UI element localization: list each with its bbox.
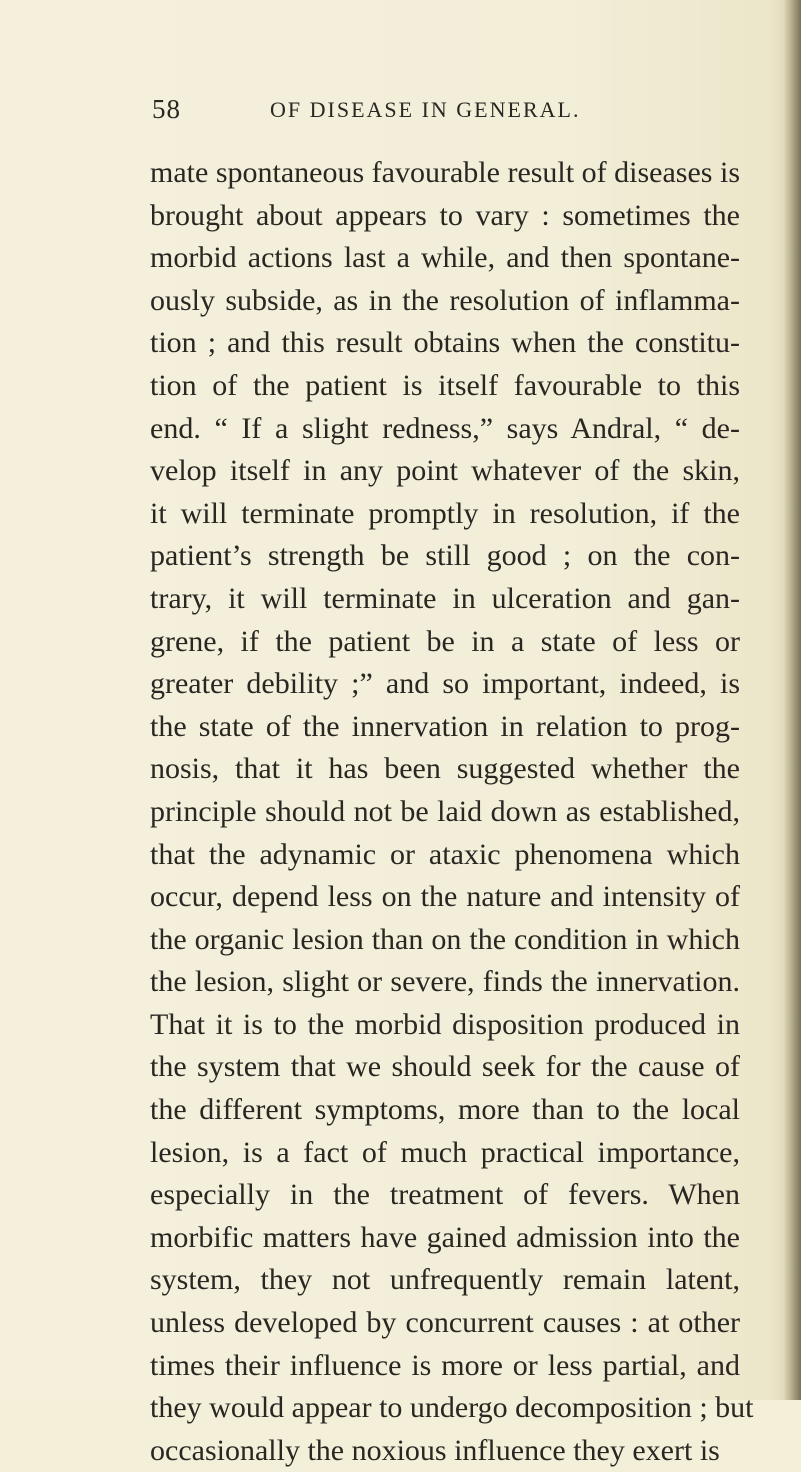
page-header — [152, 94, 602, 134]
text-line: occasionally the noxious influence they exert is — [150, 1433, 720, 1467]
text-line: morbific matters have gained admission into the — [150, 1220, 740, 1254]
text-line: unless developed by concurrent causes : at other — [150, 1306, 740, 1340]
text-line: tion of the patient is itself favourable to this — [150, 368, 740, 402]
text-line: patient’s strength be still good ; on the con- — [150, 539, 740, 573]
text-line: especially in the treatment of fevers. When — [150, 1178, 740, 1212]
text-line: greater debility ;” and so important, indeed, is — [150, 667, 740, 701]
text-line: times their influence is more or less partial, and — [150, 1348, 740, 1382]
text-line: tion ; and this result obtains when the constitu- — [150, 326, 740, 360]
text-line: morbid actions last a while, and then spontane- — [150, 241, 740, 275]
page-number: 58 — [152, 94, 181, 124]
text-line: nosis, that it has been suggested whether the — [150, 752, 740, 786]
text-line: mate spontaneous favourable result of diseases is — [150, 156, 740, 189]
text-line: that the adynamic or ataxic phenomena which — [150, 837, 740, 871]
text-line: grene, if the patient be in a state of less or — [150, 624, 740, 658]
text-line: they would appear to undergo decomposition ; but — [150, 1391, 754, 1425]
running-head: OF DISEASE IN GENERAL. — [270, 97, 581, 122]
text-line: it will terminate promptly in resolution, if the — [150, 496, 740, 530]
text-line: the system that we should seek for the cause of — [150, 1050, 740, 1084]
text-line: the lesion, slight or severe, finds the innervation. — [150, 965, 740, 999]
text-line: lesion, is a fact of much practical importance, — [150, 1135, 740, 1169]
text-line: ously subside, as in the resolution of inflamma- — [150, 283, 740, 317]
text-line: the different symptoms, more than to the local — [150, 1093, 740, 1127]
text-line: system, they not unfrequently remain latent, — [150, 1263, 740, 1297]
text-line: the state of the innervation in relation to prog- — [150, 709, 740, 743]
text-line: brought about appears to vary : sometimes the — [150, 198, 740, 232]
text-line: the organic lesion than on the condition in which — [150, 922, 740, 956]
text-line: That it is to the morbid disposition produced in — [150, 1007, 740, 1041]
text-line: velop itself in any point whatever of the skin, — [150, 454, 740, 488]
page-edge-shadow — [783, 0, 801, 1400]
text-line: occur, depend less on the nature and intensity of — [150, 880, 740, 914]
body-text — [150, 152, 754, 1472]
text-line: trary, it will terminate in ulceration and gan- — [150, 581, 740, 615]
text-line: end. “ If a slight redness,” says Andral, “ de- — [150, 411, 740, 445]
text-line: principle should not be laid down as established, — [150, 794, 740, 828]
